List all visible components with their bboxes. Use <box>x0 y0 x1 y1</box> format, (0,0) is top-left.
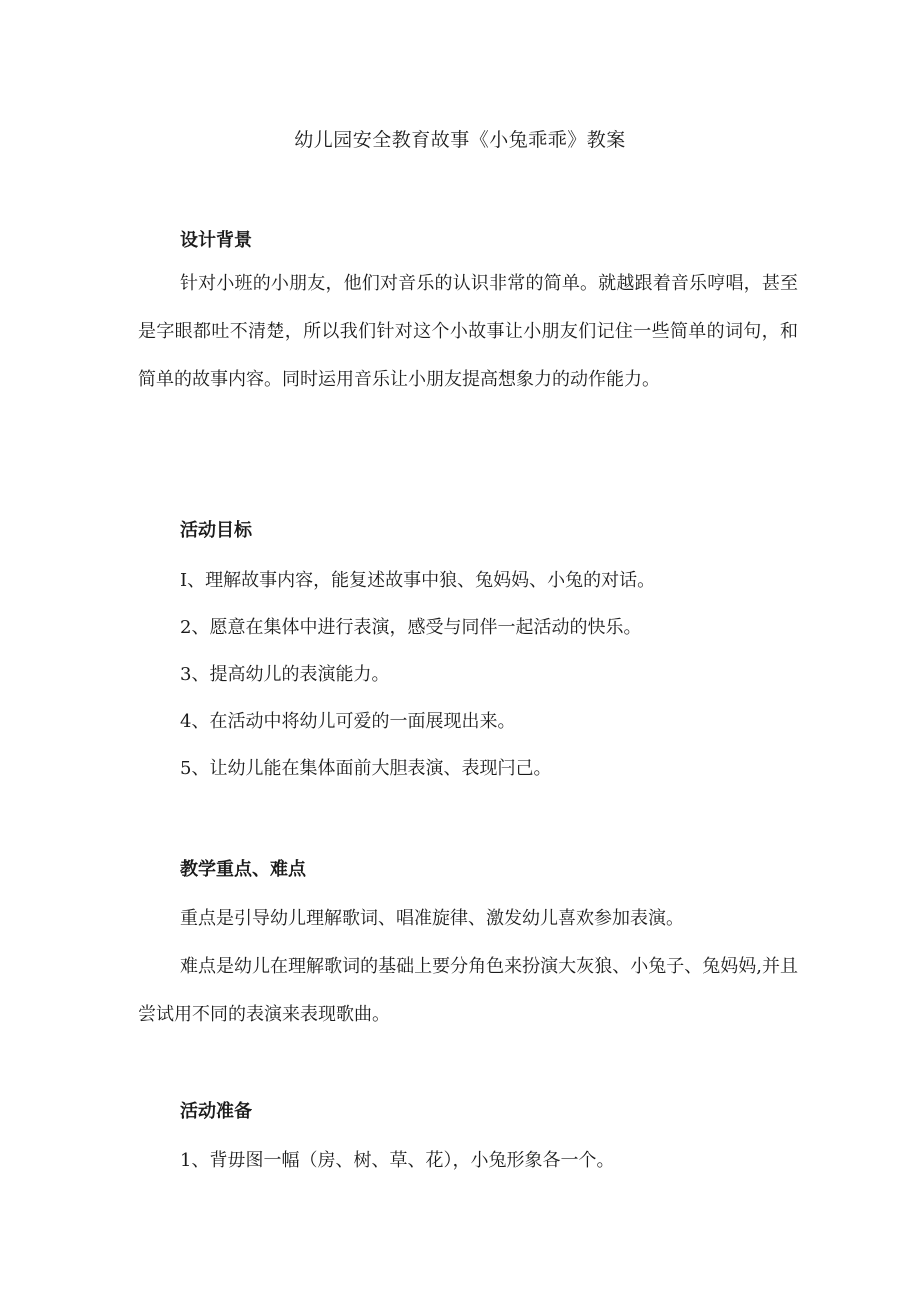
section-heading: 活动准备 <box>180 1101 252 1122</box>
list-item: I、理解故事内容，能复述故事中狼、兔妈妈、小兔的对话。 <box>180 570 656 591</box>
section-activity-goals <box>138 516 798 792</box>
goal-list <box>138 557 798 792</box>
paragraph: 重点是引导幼儿理解歌词、唱准旋律、激发幼儿喜欢参加表演。 <box>180 908 684 929</box>
list-item: 4、在活动中将幼儿可爱的一面展现出来。 <box>180 711 516 732</box>
section-body <box>138 260 798 404</box>
section-design-background <box>138 226 798 404</box>
paragraph: 针对小班的小朋友，他们对音乐的认识非常的简单。就越跟着音乐哼唱，甚至是字眼都吐不清楚，所以我们针对这个小故事让小朋友们记住一些简单的词句，和简单的故事内容。同时运用音乐让小朋友提高想象力的动作能力。 <box>138 273 798 390</box>
section-heading: 设计背景 <box>180 230 252 251</box>
section-key-difficult-points <box>138 855 798 1039</box>
document-title: 幼儿园安全教育故事《小兔乖乖》教案 <box>294 129 626 151</box>
preparation-list <box>138 1137 798 1184</box>
section-heading: 活动目标 <box>180 520 252 541</box>
section-body <box>138 895 798 1039</box>
list-item: 3、提高幼儿的表演能力。 <box>180 664 390 685</box>
list-item: 2、愿意在集体中进行表演，感受与同伴一起活动的快乐。 <box>180 617 642 638</box>
paragraph: 难点是幼儿在理解歌词的基础上要分角色来扮演大灰狼、小兔子、兔妈妈,并且尝试用不同的表演来表现歌曲。 <box>138 956 798 1025</box>
list-item: 5、让幼儿能在集体面前大胆表演、表现闩己。 <box>180 758 552 779</box>
section-activity-preparation <box>138 1097 798 1184</box>
list-item: 1、背毋图一幅（房、树、草、花），小兔形象各一个。 <box>180 1150 615 1171</box>
section-heading: 教学重点、难点 <box>180 859 306 880</box>
